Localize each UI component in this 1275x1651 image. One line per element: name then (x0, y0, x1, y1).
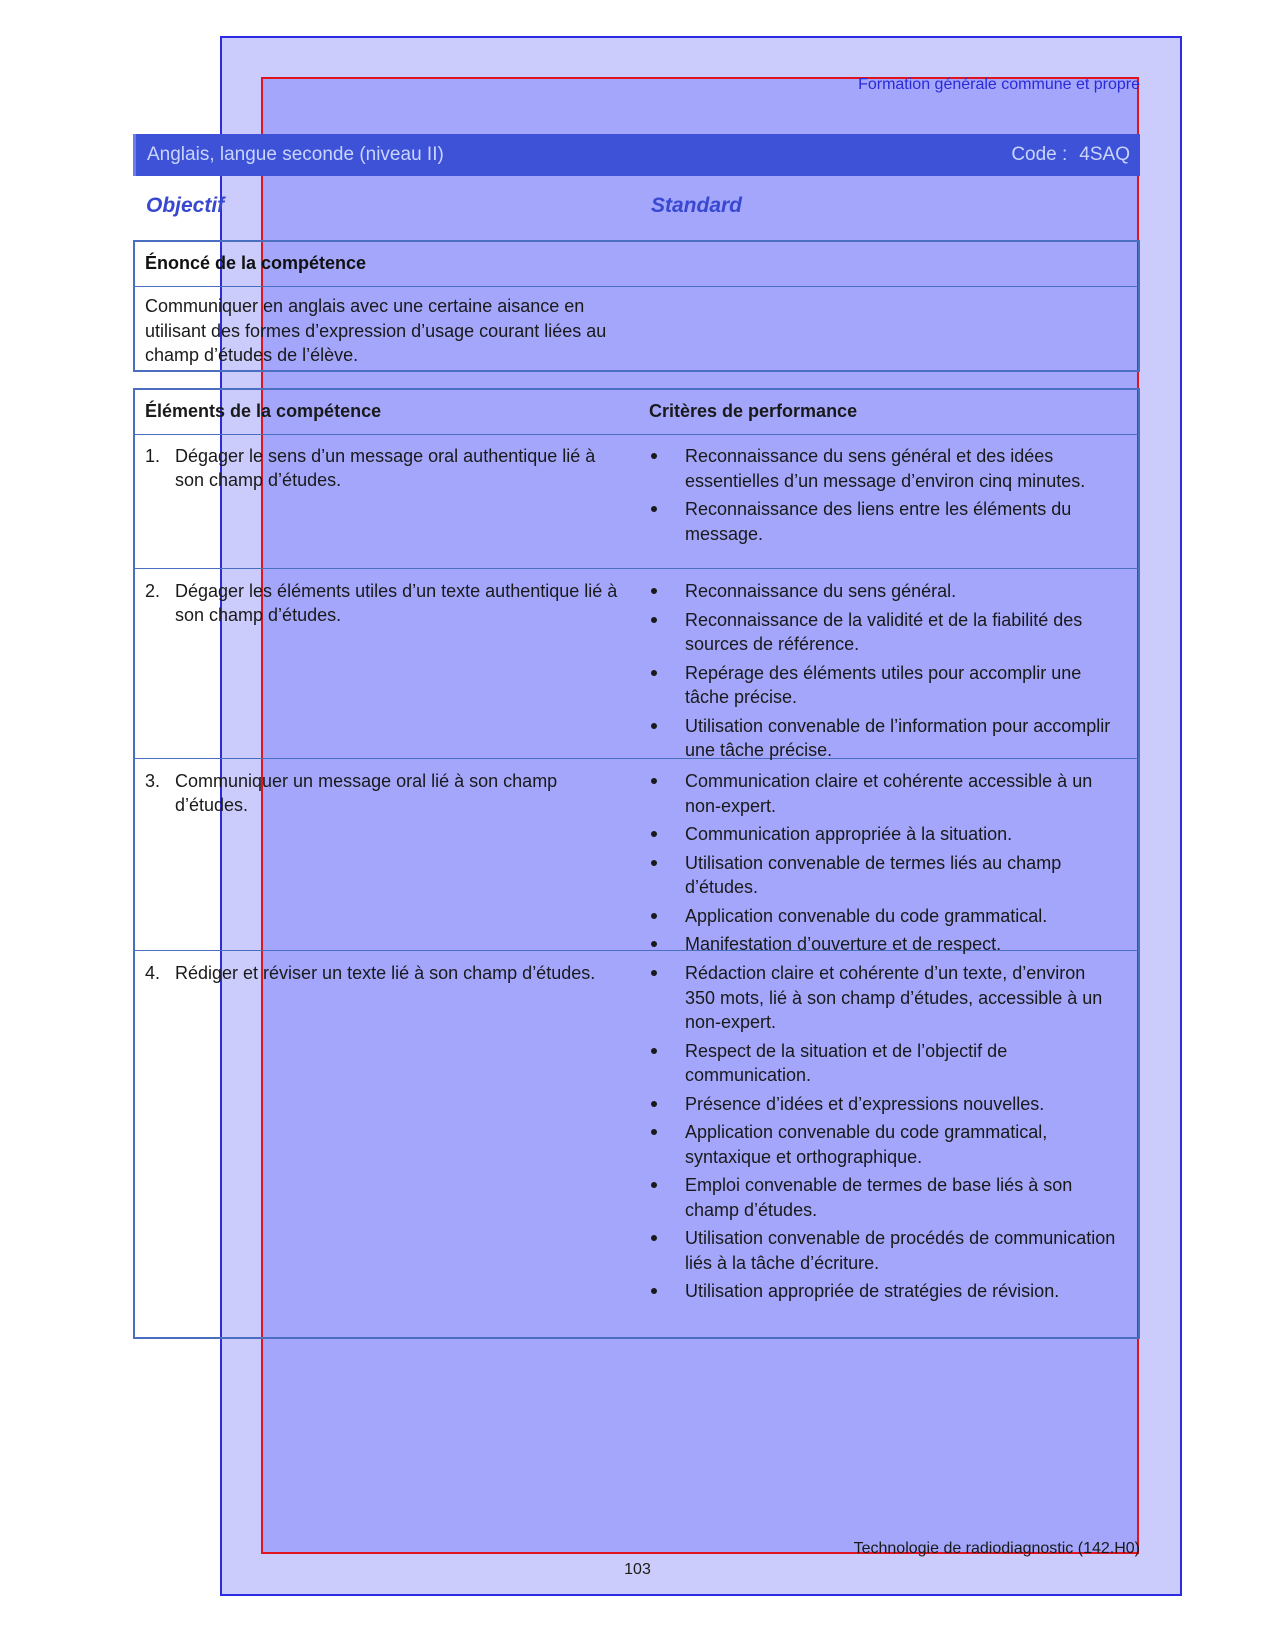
criteria-item: Utilisation convenable de l’information pour accomplir une tâche précise. (649, 714, 1119, 763)
element-number: 3. (145, 771, 161, 791)
col-header-elements: Éléments de la compétence (145, 401, 382, 421)
criteria-item: Reconnaissance de la validité et de la fiabilité des sources de référence. (649, 608, 1119, 657)
element-cell (145, 579, 625, 627)
element-cell (145, 769, 625, 817)
table-row (135, 951, 1138, 1339)
element-number: 4. (145, 963, 161, 983)
element-cell (145, 961, 625, 985)
criteria-item: Repérage des éléments utiles pour accomplir une tâche précise. (649, 661, 1119, 710)
page-number: 103 (624, 1561, 651, 1578)
element-text: Communiquer un message oral lié à son champ d’études. (175, 771, 558, 815)
course-title: Anglais, langue seconde (niveau II) (147, 144, 444, 165)
criteria-item: Communication claire et cohérente accessible à un non-expert. (649, 769, 1119, 818)
course-code (1011, 144, 1130, 166)
criteria-list (649, 961, 1119, 1308)
criteria-item: Communication appropriée à la situation. (649, 822, 1119, 847)
code-label: Code : (1011, 144, 1068, 165)
col-header-criteria: Critères de performance (649, 401, 858, 421)
competence-heading-row (135, 242, 1138, 287)
competence-heading: Énoncé de la compétence (145, 253, 367, 273)
criteria-item: Application convenable du code grammatical, syntaxique et orthographique. (649, 1120, 1119, 1169)
element-cell (145, 444, 625, 492)
criteria-item: Présence d’idées et d’expressions nouvelles. (649, 1092, 1119, 1117)
criteria-item: Emploi convenable de termes de base liés à son champ d’études. (649, 1173, 1119, 1222)
running-header: Formation générale commune et propre (858, 76, 1140, 93)
element-number: 1. (145, 446, 161, 466)
criteria-list (649, 769, 1119, 961)
criteria-item: Respect de la situation et de l’objectif de communication. (649, 1039, 1119, 1088)
criteria-item: Application convenable du code grammatical. (649, 904, 1119, 929)
element-text: Rédiger et réviser un texte lié à son champ d’études. (175, 963, 596, 983)
criteria-item: Reconnaissance du sens général. (649, 579, 1119, 604)
elements-table-header (135, 390, 1138, 435)
competence-statement-box (133, 240, 1140, 372)
objective-label: Objectif (146, 194, 225, 217)
element-text: Dégager les éléments utiles d’un texte authentique lié à son champ d’études. (175, 581, 618, 625)
criteria-item: Reconnaissance du sens général et des idées essentielles d’un message d’environ cinq minutes. (649, 444, 1119, 493)
footer-program: Technologie de radiodiagnostic (142.H0) (853, 1540, 1140, 1557)
standard-label: Standard (651, 194, 743, 217)
course-title-bar (133, 134, 1140, 176)
element-number: 2. (145, 581, 161, 601)
criteria-item: Utilisation appropriée de stratégies de révision. (649, 1279, 1119, 1304)
criteria-item: Manifestation d’ouverture et de respect. (649, 932, 1119, 957)
element-text: Dégager le sens d’un message oral authentique lié à son champ d’études. (175, 446, 596, 490)
criteria-item: Utilisation convenable de procédés de communication liés à la tâche d’écriture. (649, 1226, 1119, 1275)
criteria-item: Rédaction claire et cohérente d’un texte, d’environ 350 mots, lié à son champ d’études, accessible à un non-expert. (649, 961, 1119, 1035)
criteria-list (649, 579, 1119, 767)
criteria-item: Utilisation convenable de termes liés au champ d’études. (649, 851, 1119, 900)
table-row (135, 569, 1138, 759)
code-value: 4SAQ (1079, 144, 1130, 165)
table-row (135, 434, 1138, 569)
competence-text: Communiquer en anglais avec une certaine aisance en utilisant des formes d’expression d’usage courant liées au champ d’études de l’élève. (145, 296, 607, 365)
criteria-item: Reconnaissance des liens entre les éléments du message. (649, 497, 1119, 546)
elements-table (133, 388, 1140, 1339)
table-row (135, 759, 1138, 954)
criteria-list (649, 444, 1119, 550)
